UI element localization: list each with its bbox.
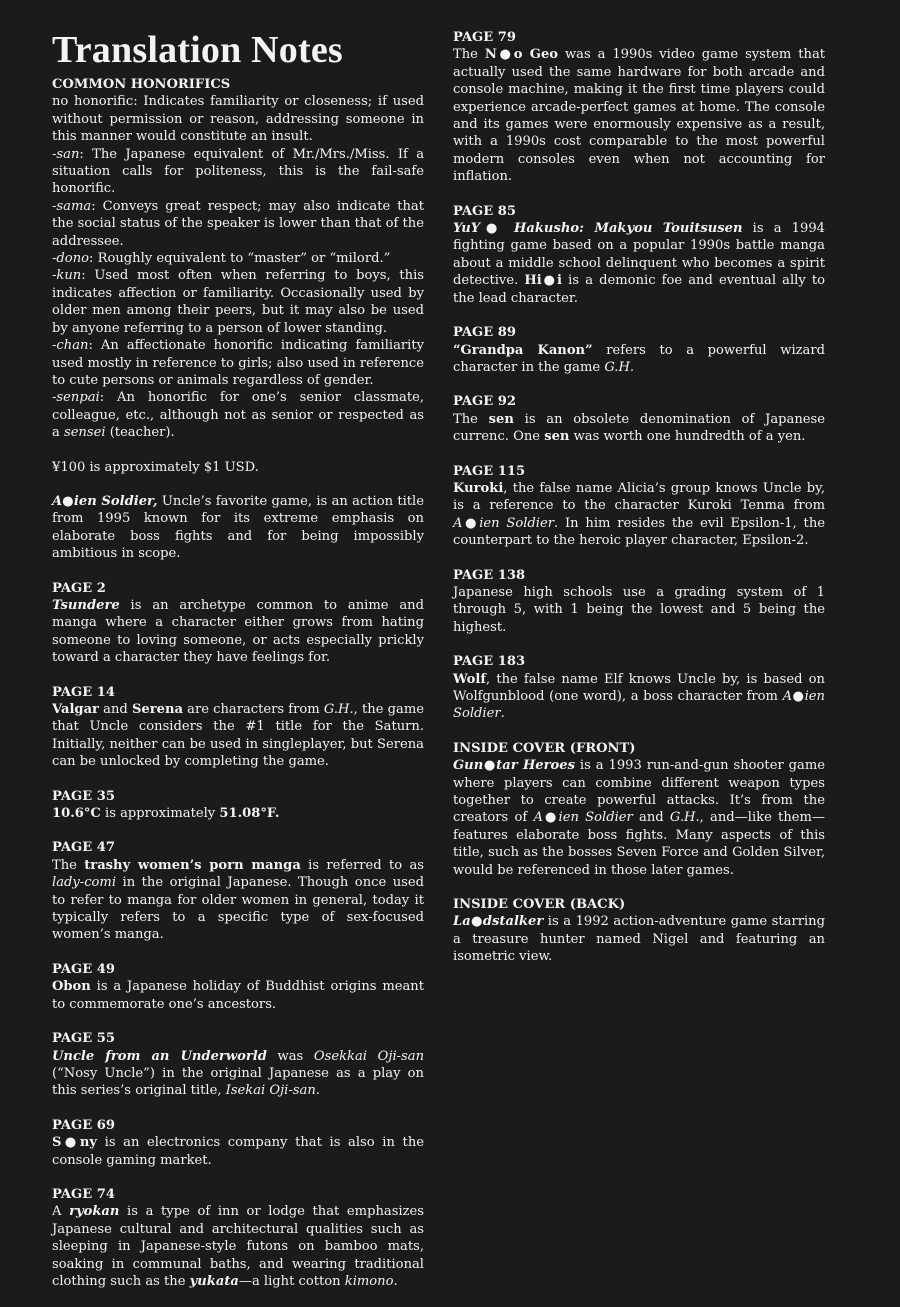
text-run: .: [500, 706, 505, 722]
text-run: no honorific: Indicates familiarity or closeness; if used without permission or reason, addressing someone in this manner would constitute an insult.: [52, 94, 424, 145]
text-run: 51.08°F.: [219, 806, 280, 822]
text-run: G.H.: [604, 359, 635, 375]
note-paragraph: [52, 198, 424, 250]
text-run: G.H.: [669, 810, 700, 826]
text-run: lady-comi: [52, 875, 117, 891]
note-paragraph: [52, 337, 424, 389]
text-run: 10.6°C: [52, 806, 101, 822]
text-run: ¥100 is approximately $1 USD.: [52, 459, 259, 475]
note-paragraph: [52, 1134, 424, 1169]
note-paragraph: [52, 93, 424, 145]
text-run: .: [393, 1273, 398, 1289]
text-run: refers to a powerful wizard character in the game: [453, 342, 825, 375]
note-section: [52, 788, 424, 823]
note-paragraph: [453, 671, 825, 723]
section-heading: PAGE 49: [52, 961, 115, 977]
section-heading: PAGE 14: [52, 684, 115, 700]
text-run: is a 1993 run-and-gun shooter game where players can combine different weapon types together to create powerful attacks. It’s from the creators of: [453, 758, 825, 826]
section-heading: PAGE 2: [52, 580, 106, 596]
text-run: in the original Japanese. Though once used to refer to manga for older women in general, today it typically refers to a specific type of sex-focused women’s manga.: [52, 875, 424, 943]
note-section: [453, 324, 825, 376]
text-run: : An affectionate honorific indicating familiarity used mostly in reference to girls; also used in reference to cute persons or animals regardless of gender.: [52, 338, 424, 388]
section-heading: PAGE 47: [52, 840, 115, 856]
text-run: is an electronics company that is also in the console gaming market.: [52, 1135, 425, 1168]
text-run: Serena: [131, 702, 183, 717]
text-run: ryokan: [69, 1204, 120, 1220]
note-section: [52, 493, 424, 563]
text-run: , the false name Elf knows Uncle by, is based on Wolfgunblood (one word), a boss character from: [453, 671, 825, 704]
note-paragraph: [453, 342, 825, 377]
note-paragraph: [52, 805, 424, 822]
section-heading: INSIDE COVER (FRONT): [453, 740, 636, 756]
section-heading: PAGE 79: [453, 30, 516, 45]
text-run: is approximately: [100, 806, 220, 822]
note-section: [52, 684, 424, 771]
text-run: are characters from: [182, 702, 324, 717]
text-run: YuY● Hakusho: Makyou Touitsusen: [453, 221, 743, 237]
text-run: A●ien Soldier: [453, 689, 825, 722]
note-paragraph: [453, 220, 825, 307]
note-paragraph: [52, 459, 424, 476]
note-section: [453, 740, 825, 879]
note-section: [52, 1186, 424, 1290]
text-run: sen: [544, 429, 570, 445]
note-section: [453, 29, 825, 186]
note-section: [453, 203, 825, 307]
text-run: (teacher).: [105, 425, 175, 441]
text-run: N●o Geo: [484, 47, 559, 63]
text-run: : Conveys great respect; may also indicate that the social status of the speaker is lower than that of the addressee.: [52, 198, 424, 249]
text-run: sen: [488, 411, 514, 427]
note-paragraph: [52, 978, 424, 1013]
note-paragraph: [52, 250, 424, 267]
text-run: and: [98, 702, 132, 717]
text-run: -dono: [52, 251, 90, 267]
note-paragraph: [453, 411, 825, 446]
text-run: .: [315, 1083, 320, 1099]
text-run: Uncle from an Underworld: [52, 1048, 267, 1064]
note-paragraph: [52, 1203, 424, 1290]
section-heading: PAGE 69: [52, 1117, 115, 1133]
text-run: The: [453, 411, 489, 427]
note-paragraph: [52, 493, 424, 563]
section-heading: PAGE 85: [453, 203, 516, 219]
text-run: , the false name Alicia’s group knows Uncle by, is a reference to the character Kuroki Tenma from: [453, 480, 825, 514]
text-run: (“Nosy Uncle”) in the original Japanese as a play on this series’s original title,: [52, 1065, 424, 1099]
text-run: is referred to as: [300, 857, 424, 873]
section-heading: PAGE 92: [453, 394, 516, 410]
note-paragraph: [453, 46, 825, 185]
note-section: [52, 459, 424, 476]
note-section: [52, 1030, 424, 1100]
text-run: The: [453, 47, 485, 63]
text-run: Gun●tar Heroes: [453, 758, 575, 774]
text-run: A●ien Soldier: [453, 515, 555, 531]
section-heading: PAGE 183: [453, 654, 526, 670]
text-run: S●ny: [52, 1135, 97, 1151]
note-section: [52, 580, 424, 667]
section-heading: INSIDE COVER (BACK): [453, 897, 626, 913]
text-run: sensei: [63, 425, 106, 441]
note-paragraph: [52, 857, 424, 944]
text-run: -sama: [52, 198, 92, 214]
note-paragraph: [453, 480, 825, 550]
text-run: -senpai: [52, 390, 100, 406]
text-run: Isekai Oji-san: [225, 1083, 316, 1099]
text-run: was: [266, 1048, 314, 1064]
text-run: —a light cotton: [238, 1273, 345, 1289]
note-paragraph: [52, 267, 424, 337]
left-column: [52, 76, 424, 1307]
text-run: La●dstalker: [453, 914, 544, 930]
note-section: [453, 567, 825, 637]
text-run: A: [52, 1204, 70, 1220]
text-run: is a 1992 action-adventure game starring a treasure hunter named Nigel and featuring an isometric view.: [453, 914, 825, 965]
section-heading: PAGE 138: [453, 567, 526, 583]
note-paragraph: [453, 584, 825, 636]
note-paragraph: [52, 1048, 424, 1100]
text-run: A●ien Soldier: [533, 810, 633, 826]
text-run: -kun: [52, 268, 82, 284]
text-run: kimono: [344, 1273, 394, 1289]
note-section: [453, 463, 825, 550]
text-run: is a Japanese holiday of Buddhist origins meant to commemorate one’s ancestors.: [52, 979, 424, 1012]
text-run: is a type of inn or lodge that emphasizes Japanese cultural and architectural qualities such as sleeping in Japanese-style futons on bamboo mats, soaking in communal baths, and wearing traditional clothing such as the: [52, 1204, 424, 1289]
text-run: The: [52, 857, 85, 873]
text-run: Japanese high schools use a grading system of 1 through 5, with 1 being the lowest and 5 being the highest.: [453, 584, 825, 635]
text-run: is a 1994 fighting game based on a popular 1990s battle manga about a middle school delinquent who becomes a spirit detective.: [453, 221, 825, 289]
note-section: [52, 961, 424, 1013]
text-run: was worth one hundredth of a yen.: [569, 429, 806, 445]
text-run: , and—like them—features elaborate boss fights. Many aspects of this title, such as the bosses Seven Force and Golden Silver, would be referenced in those later games.: [453, 810, 826, 878]
text-run: A●ien Soldier,: [52, 493, 158, 509]
text-run: : An honorific for one’s senior classmate, colleague, etc., although not as senior or respected as a: [52, 390, 424, 441]
note-section: [52, 839, 424, 943]
section-heading: COMMON HONORIFICS: [52, 77, 231, 92]
section-heading: PAGE 115: [453, 463, 526, 479]
note-section: [453, 896, 825, 966]
text-run: and: [632, 810, 670, 826]
text-run: “Grandpa Kanon”: [453, 342, 593, 358]
note-paragraph: [52, 701, 424, 771]
text-run: yukata: [189, 1273, 239, 1289]
note-section: [453, 393, 825, 445]
text-run: G.H.: [323, 702, 354, 717]
note-section: [52, 1117, 424, 1169]
text-run: : Roughly equivalent to “master” or “milord.”: [89, 251, 391, 267]
page-title: Translation Notes: [52, 29, 343, 71]
text-run: Tsundere: [52, 597, 120, 613]
section-heading: PAGE 74: [52, 1186, 115, 1202]
text-run: . In him resides the evil Epsilon-1, the counterpart to the heroic player character, Epsilon-2.: [453, 515, 826, 549]
section-heading: PAGE 89: [453, 325, 516, 341]
text-run: Uncle’s favorite game, is an action title from 1995 known for its extreme emphasis on elaborate boss fights and for being impossibly ambitious in scope.: [52, 493, 424, 562]
note-paragraph: [453, 913, 825, 965]
text-run: is an archetype common to anime and manga where a character either grows from hating someone to loving someone, or acts especially prickly toward a character they have feelings for.: [52, 597, 424, 666]
text-run: Osekkai Oji-san: [313, 1048, 425, 1064]
note-paragraph: [52, 597, 424, 667]
text-run: : The Japanese equivalent of Mr./Mrs./Miss. If a situation calls for politeness, this is the fail-safe honorific.: [52, 146, 424, 197]
section-heading: PAGE 35: [52, 788, 115, 804]
text-run: Kuroki: [453, 480, 504, 496]
text-run: , the game that Uncle considers the #1 title for the Saturn. Initially, neither can be used in singleplayer, but Serena can be unlocked by completing the game.: [52, 702, 424, 770]
note-paragraph: [453, 757, 825, 879]
note-section: [52, 76, 424, 442]
right-column: [453, 29, 825, 1307]
text-run: Wolf: [453, 671, 486, 687]
text-run: Valgar: [52, 702, 99, 717]
text-run: trashy women’s porn manga: [84, 857, 301, 873]
text-run: Hi●i: [524, 273, 563, 289]
note-section: [453, 653, 825, 723]
note-paragraph: [52, 389, 424, 441]
text-run: -chan: [52, 338, 89, 354]
text-run: is a demonic foe and eventual ally to the lead character.: [453, 273, 825, 306]
text-run: -san: [52, 146, 80, 162]
text-run: is an obsolete denomination of Japanese currenc. One: [453, 411, 826, 445]
section-heading: PAGE 55: [52, 1031, 115, 1047]
note-paragraph: [52, 146, 424, 198]
text-run: : Used most often when referring to boys, this indicates affection or familiarity. Occasionally used by older men among their peers, but it may also be used by anyone referring to a person of lower standing.: [52, 268, 424, 336]
text-run: was a 1990s video game system that actually used the same hardware for both arcade and console machine, making it the first time players could experience arcade-perfect games at home. The console and its games were enormously expensive as a result, with a 1990s cost comparable to the most powerful modern consoles even when not accounting for inflation.: [453, 47, 826, 185]
text-run: Obon: [52, 979, 91, 995]
